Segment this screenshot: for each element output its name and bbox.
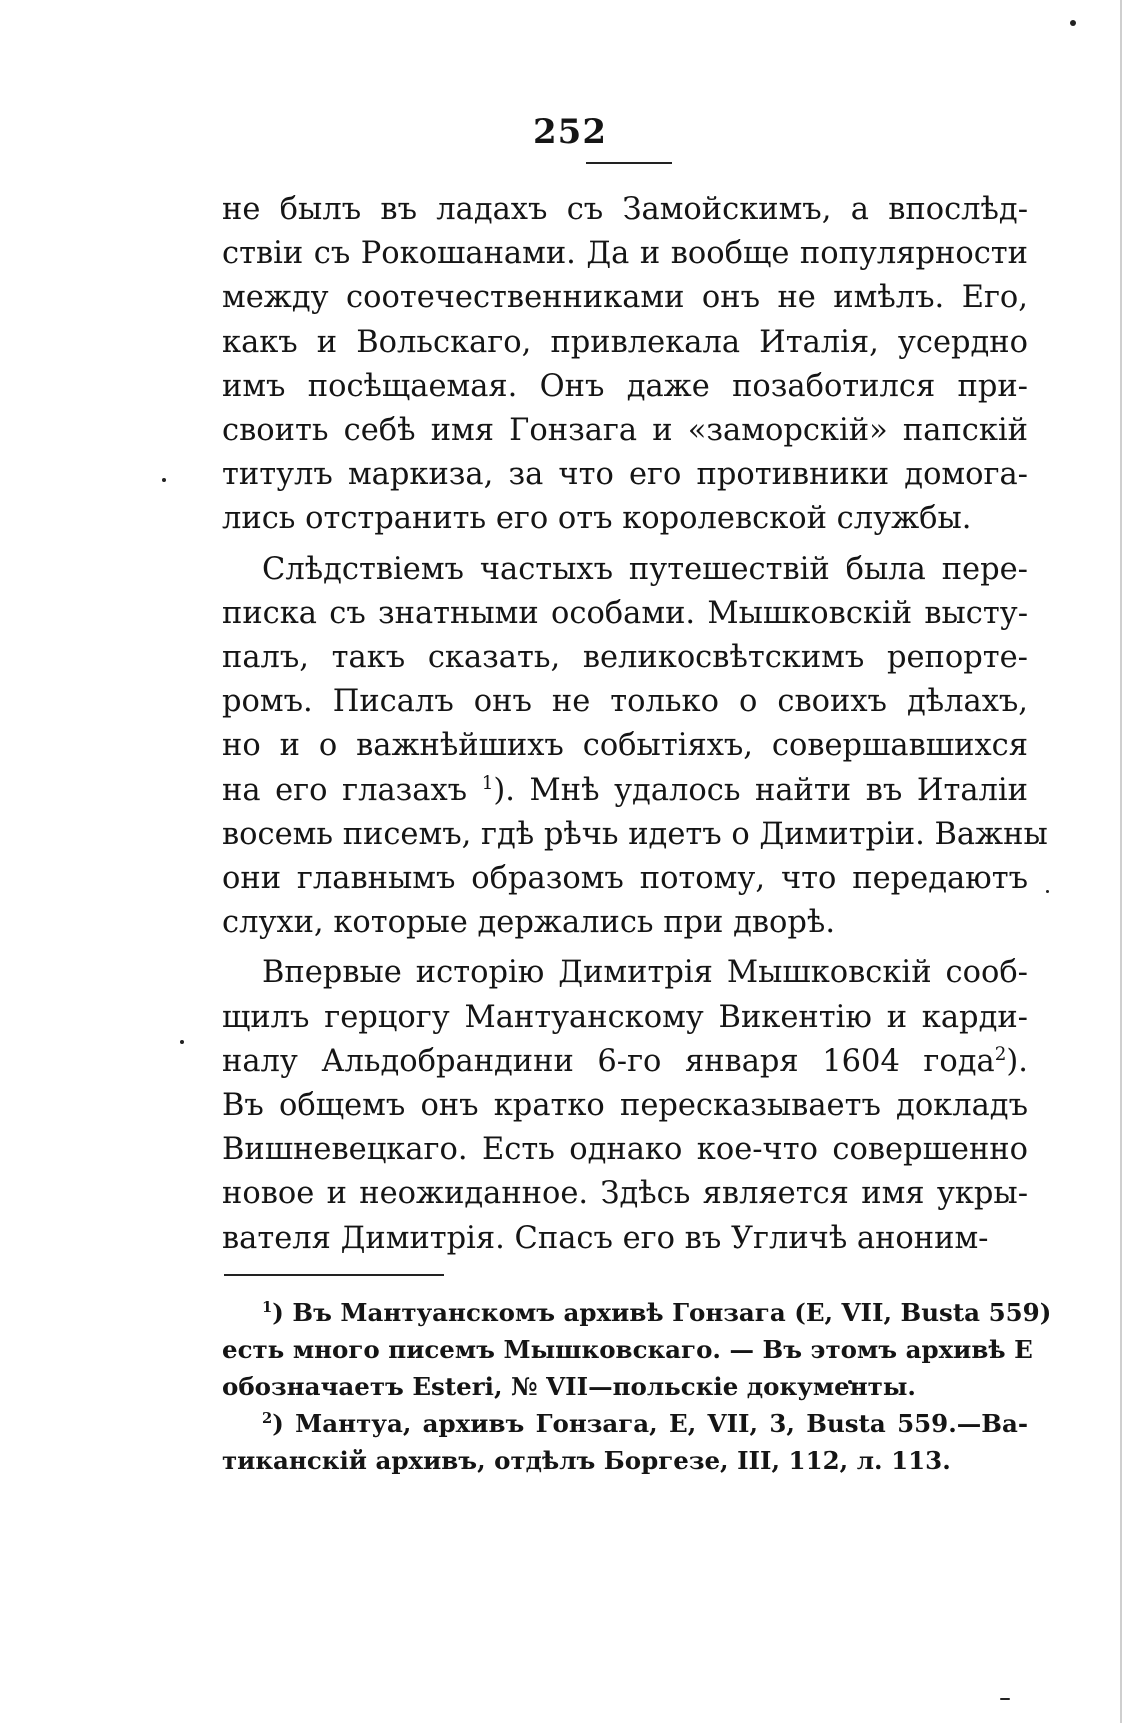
footnote-line: есть много писемъ Мышковскаго. — Въ этомъ архивѣ Е xyxy=(222,1335,1033,1364)
text-line: ромъ. Писалъ онъ не только о своихъ дѣлахъ, xyxy=(222,684,1028,720)
speck xyxy=(162,478,166,482)
text-line: ствіи съ Рокошанами. Да и вообще популярности xyxy=(222,236,1028,272)
paragraph xyxy=(222,188,1028,542)
text-line: писка съ знатными особами. Мышковскій высту- xyxy=(222,595,1028,631)
speck xyxy=(1046,890,1049,893)
text-line: восемь писемъ, гдѣ рѣчь идетъ о Димитріи. Важны xyxy=(222,816,1048,852)
text-line: лись отстранить его отъ королевской службы. xyxy=(222,501,972,537)
footnotes xyxy=(222,1294,1052,1479)
footnote-line xyxy=(222,1294,1052,1331)
text-run: ) Мантуа, архивъ Гонзага, E, VII, 3, Busta 559.—Ва- xyxy=(272,1409,1028,1438)
paragraph xyxy=(222,548,1048,946)
text-line: между соотечественниками онъ не имѣлъ. Его, xyxy=(222,280,1028,316)
text-line: не былъ въ ладахъ съ Замойскимъ, а впослѣд- xyxy=(222,192,1028,227)
footnote-mark: 1 xyxy=(262,1298,273,1316)
footnote xyxy=(222,1405,1028,1479)
text-line: новое и неожиданное. Здѣсь является имя укры- xyxy=(222,1176,1028,1212)
text-line: Слѣдствіемъ частыхъ путешествій была пере- xyxy=(262,551,1028,587)
page-number-underline xyxy=(586,162,672,164)
text-line: но и о важнѣйшихъ событіяхъ, совершавшихся xyxy=(222,728,1028,764)
footnote-line xyxy=(222,1405,1028,1442)
footnote-mark: 2 xyxy=(262,1409,273,1427)
text-line: слухи, которые держались при дворѣ. xyxy=(222,905,836,941)
text-line: своить себѣ имя Гонзага и «заморскій» папскій xyxy=(222,413,1028,449)
paragraph xyxy=(222,951,1028,1260)
speck xyxy=(180,1040,184,1044)
text-line: Вишневецкаго. Есть однако кое-что совершенно xyxy=(222,1132,1028,1168)
text-line: титулъ маркиза, за что его противники домога- xyxy=(222,457,1028,493)
text-line: они главнымъ образомъ потому, что передаютъ xyxy=(222,861,1028,897)
text-run: на его глазахъ xyxy=(222,772,482,808)
footnote-line: тиканскій архивъ, отдѣлъ Боргезе, III, 112, л. 113. xyxy=(222,1446,951,1475)
text-line: палъ, такъ сказать, великосвѣтскимъ репорте- xyxy=(222,640,1028,676)
text-run: налу Альдобрандини 6-го января 1604 года xyxy=(222,1043,995,1079)
body-text xyxy=(222,188,1048,1261)
text-line: какъ и Вольскаго, привлекала Италія, усердно xyxy=(222,324,1028,360)
text-line: Въ общемъ онъ кратко пересказываетъ докладъ xyxy=(222,1088,1028,1124)
text-line xyxy=(222,769,1028,813)
text-line: щилъ герцогу Мантуанскому Викентію и карди- xyxy=(222,999,1028,1035)
footnote-reference: 2 xyxy=(994,1043,1007,1065)
page-number: 252 xyxy=(533,112,607,152)
text-line: имъ посѣщаемая. Онъ даже позаботился при- xyxy=(222,368,1028,404)
text-run: ) Въ Мантуанскомъ архивѣ Гонзага (E, VII, Busta 559) xyxy=(272,1298,1052,1327)
speck xyxy=(1000,1698,1010,1700)
speck xyxy=(1070,20,1076,26)
text-run: ). xyxy=(1006,1043,1028,1079)
footnote-reference: 1 xyxy=(481,772,494,794)
text-line: вателя Димитрія. Спасъ его въ Угличѣ аноним- xyxy=(222,1220,989,1256)
text-line xyxy=(222,1040,1028,1084)
page-edge-line xyxy=(1120,0,1122,1723)
text-line: Впервые исторію Димитрія Мышковскій сооб- xyxy=(262,955,1028,991)
footnote xyxy=(222,1294,1052,1405)
footnote-separator xyxy=(224,1274,444,1276)
footnote-line: обозначаетъ Esteri, № VII—польскіе документы. xyxy=(222,1372,916,1401)
text-run: ). Мнѣ удалось найти въ Италіи xyxy=(493,772,1028,808)
